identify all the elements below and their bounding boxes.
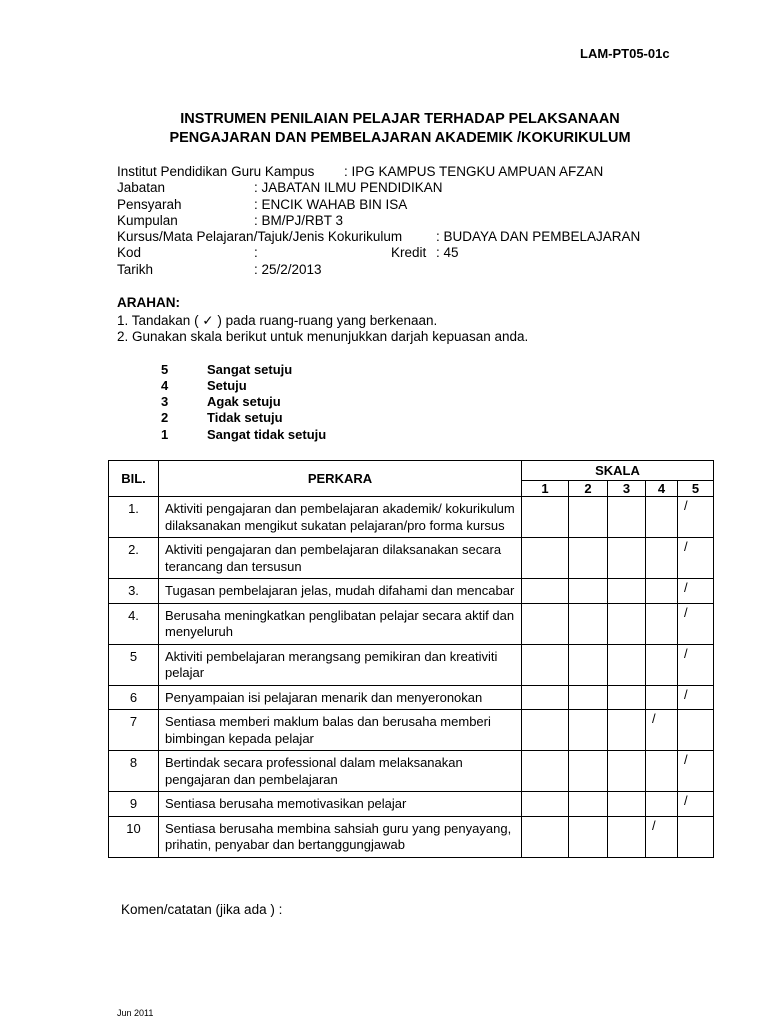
info-label: Kod [117,245,142,260]
row-statement: Penyampaian isi pelajaran menarik dan menyeronokan [159,685,522,710]
scale-label: Sangat tidak setuju [207,427,327,442]
tick-mark: / [684,539,688,554]
scale-label: Setuju [207,378,247,393]
rating-cell-2[interactable] [569,685,608,710]
rating-cell-4[interactable] [646,603,678,644]
header-perkara: PERKARA [159,461,522,497]
info-value: : BM/PJ/RBT 3 [254,213,344,228]
row-number: 8 [109,751,159,792]
tick-mark: / [652,817,656,833]
rating-cell-1[interactable] [522,538,569,579]
table-row [109,685,714,710]
scale-value: 5 [161,362,169,377]
document-title [100,110,700,148]
header-scale-5: 5 [678,481,714,497]
title-line-2: PENGAJARAN DAN PEMBELAJARAN AKADEMIK /KOKURIKULUM [169,130,631,146]
rating-cell-5[interactable] [678,538,714,579]
rating-cell-5[interactable] [678,751,714,792]
table-row [109,816,714,857]
title-line-1: INSTRUMEN PENILAIAN PELAJAR TERHADAP PELAKSANAAN [180,111,620,127]
tick-mark: / [684,752,688,767]
rating-cell-5[interactable] [678,685,714,710]
info-value: : JABATAN ILMU PENDIDIKAN [254,180,443,195]
rating-cell-1[interactable] [522,497,569,538]
instruction-1: 1. Tandakan ( ✓ ) pada ruang-ruang yang berkenaan. [117,313,438,328]
tick-mark: / [684,604,688,620]
scale-label: Sangat setuju [207,362,293,377]
table-row [109,603,714,644]
rating-cell-1[interactable] [522,644,569,685]
tick-mark: / [684,498,688,513]
header-scale-2: 2 [569,481,608,497]
rating-cell-3[interactable] [608,751,646,792]
rating-cell-2[interactable] [569,644,608,685]
header-scale-4: 4 [646,481,678,497]
evaluation-table [108,460,714,858]
scale-value: 3 [161,394,169,409]
rating-cell-3[interactable] [608,644,646,685]
table-row [109,497,714,538]
rating-cell-4[interactable] [646,710,678,751]
rating-cell-5[interactable] [678,792,714,817]
rating-cell-4[interactable] [646,816,678,857]
rating-cell-2[interactable] [569,792,608,817]
header-skala: SKALA [522,461,714,481]
rating-cell-5[interactable] [678,644,714,685]
tick-mark: / [684,686,688,702]
rating-cell-3[interactable] [608,685,646,710]
row-statement: Aktiviti pengajaran dan pembelajaran akademik/ kokurikulum dilaksanakan mengikut sukatan pelajaran/pro forma kursus [159,497,522,538]
rating-cell-3[interactable] [608,792,646,817]
rating-cell-2[interactable] [569,497,608,538]
rating-cell-4[interactable] [646,685,678,710]
table-row [109,579,714,604]
row-statement: Sentiasa berusaha memotivasikan pelajar [159,792,522,817]
scale-value: 1 [161,427,169,442]
table-row [109,792,714,817]
info-label: Pensyarah [117,197,182,212]
rating-cell-2[interactable] [569,603,608,644]
rating-cell-3[interactable] [608,710,646,751]
row-number: 3. [109,579,159,604]
info-value: : BUDAYA DAN PEMBELAJARAN [436,229,641,244]
rating-cell-5[interactable] [678,497,714,538]
row-number: 1. [109,497,159,538]
header-scale-1: 1 [522,481,569,497]
rating-cell-1[interactable] [522,751,569,792]
rating-cell-5[interactable] [678,579,714,604]
tick-mark: / [684,580,688,595]
rating-cell-1[interactable] [522,710,569,751]
header-scale-3: 3 [608,481,646,497]
row-statement: Sentiasa memberi maklum balas dan berusaha memberi bimbingan kepada pelajar [159,710,522,751]
instruction-2: 2. Gunakan skala berikut untuk menunjukkan darjah kepuasan anda. [117,329,529,344]
rating-cell-2[interactable] [569,816,608,857]
rating-cell-1[interactable] [522,685,569,710]
row-number: 4. [109,603,159,644]
rating-cell-5[interactable] [678,603,714,644]
rating-cell-4[interactable] [646,792,678,817]
rating-cell-2[interactable] [569,538,608,579]
kredit-value: : 45 [436,245,459,260]
rating-cell-1[interactable] [522,603,569,644]
tick-mark: / [652,711,656,726]
rating-cell-3[interactable] [608,538,646,579]
info-value: : ENCIK WAHAB BIN ISA [254,197,408,212]
rating-cell-1[interactable] [522,792,569,817]
row-statement: Sentiasa berusaha membina sahsiah guru yang penyayang, prihatin, penyabar dan bertanggungjawab [159,816,522,857]
rating-cell-2[interactable] [569,751,608,792]
document-code: LAM-PT05-01c [580,46,670,61]
scale-value: 2 [161,410,169,425]
rating-cell-5[interactable] [678,816,714,857]
rating-cell-3[interactable] [608,603,646,644]
info-label: Kumpulan [117,213,178,228]
table-row [109,644,714,685]
info-value: : [254,245,258,260]
rating-cell-2[interactable] [569,710,608,751]
row-number: 10 [109,816,159,857]
table-row [109,751,714,792]
rating-cell-1[interactable] [522,816,569,857]
row-number: 7 [109,710,159,751]
rating-cell-4[interactable] [646,538,678,579]
row-statement: Aktiviti pengajaran dan pembelajaran dilaksanakan secara terancang dan tersusun [159,538,522,579]
rating-cell-4[interactable] [646,751,678,792]
row-number: 5 [109,644,159,685]
scale-value: 4 [161,378,169,393]
info-value: : IPG KAMPUS TENGKU AMPUAN AFZAN [344,164,604,179]
info-label: Kursus/Mata Pelajaran/Tajuk/Jenis Kokurikulum [117,229,403,244]
rating-cell-3[interactable] [608,579,646,604]
scale-label: Tidak setuju [207,410,283,425]
arahan-heading: ARAHAN: [117,295,180,310]
rating-cell-3[interactable] [608,497,646,538]
rating-cell-4[interactable] [646,579,678,604]
rating-cell-3[interactable] [608,816,646,857]
info-value: : 25/2/2013 [254,262,322,277]
info-label: Tarikh [117,262,154,277]
row-statement: Aktiviti pembelajaran merangsang pemikiran dan kreativiti pelajar [159,644,522,685]
row-number: 9 [109,792,159,817]
tick-mark: / [684,645,688,661]
row-statement: Tugasan pembelajaran jelas, mudah difahami dan mencabar [159,579,522,604]
rating-cell-4[interactable] [646,644,678,685]
row-statement: Bertindak secara professional dalam melaksanakan pengajaran dan pembelajaran [159,751,522,792]
row-number: 2. [109,538,159,579]
header-bil: BIL. [109,461,159,497]
rating-cell-5[interactable] [678,710,714,751]
rating-cell-2[interactable] [569,579,608,604]
info-label: Institut Pendidikan Guru Kampus [117,164,315,179]
rating-cell-4[interactable] [646,497,678,538]
row-number: 6 [109,685,159,710]
tick-mark: / [684,793,688,808]
komen-label: Komen/catatan (jika ada ) : [121,902,283,917]
kredit-label: Kredit [391,245,427,260]
footer-date: Jun 2011 [117,1008,154,1018]
table-row [109,538,714,579]
row-statement: Berusaha meningkatkan penglibatan pelajar secara aktif dan menyeluruh [159,603,522,644]
scale-label: Agak setuju [207,394,281,409]
table-row [109,710,714,751]
rating-cell-1[interactable] [522,579,569,604]
info-label: Jabatan [117,180,166,195]
